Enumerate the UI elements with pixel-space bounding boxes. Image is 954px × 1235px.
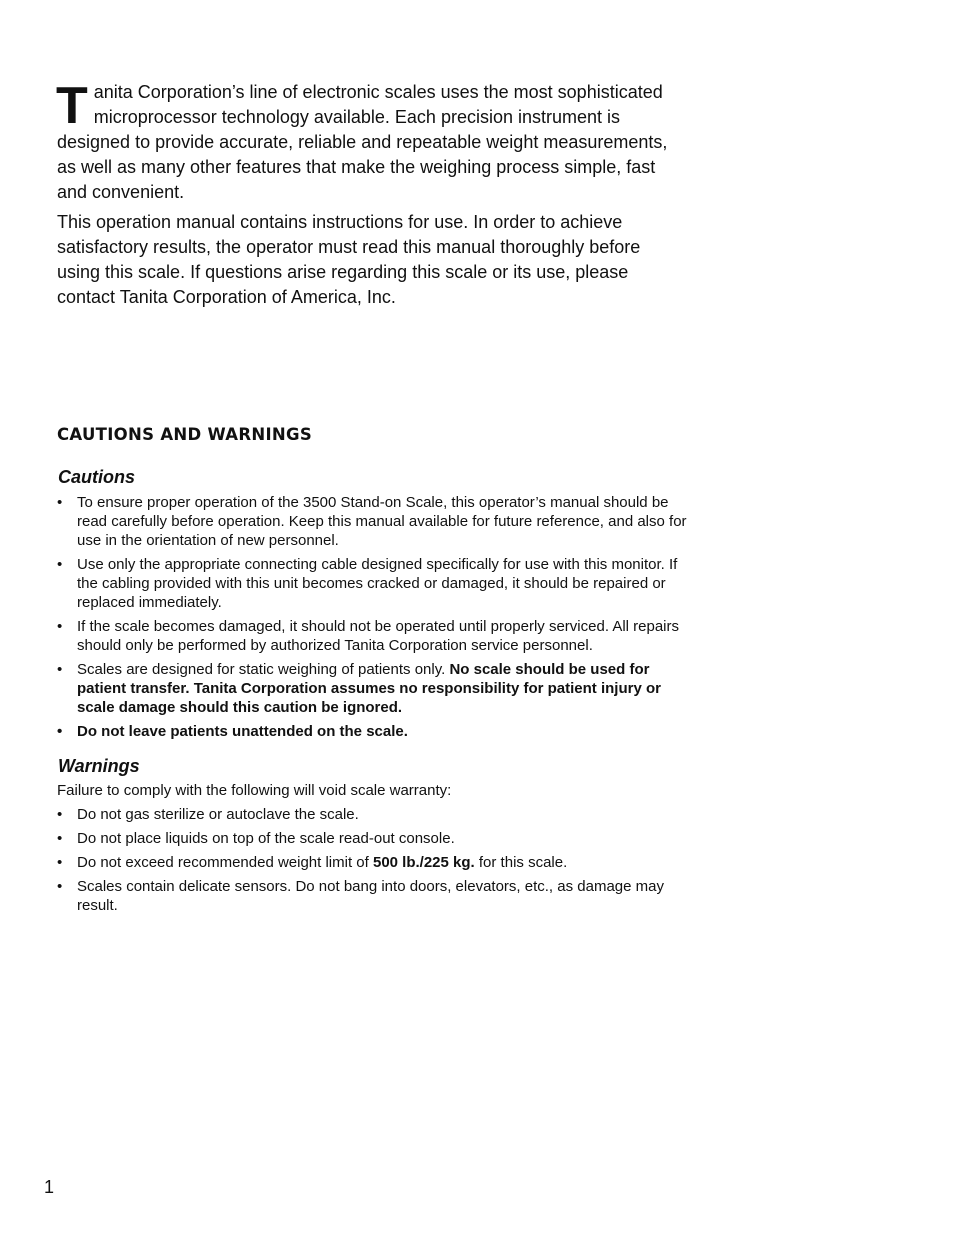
cautions-subheading: Cautions: [58, 467, 136, 487]
warning-item: [57, 829, 687, 848]
bullet-icon: •: [57, 661, 63, 678]
page-number: 1: [44, 1177, 55, 1197]
caution-item-text: To ensure proper operation of the 3500 Stand-on Scale, this operator’s manual should be read carefully before operation. Keep this manual available for future reference, and also for use in the orientation of new personnel.: [77, 494, 687, 549]
bullet-icon: •: [57, 494, 63, 511]
warning-item-text: Do not place liquids on top of the scale read-out console.: [77, 830, 455, 847]
warnings-list: [57, 805, 687, 915]
caution-item-text: If the scale becomes damaged, it should not be operated until properly serviced. All repairs should only be performed by authorized Tanita Corporation service personnel.: [77, 618, 680, 654]
warning-item: [57, 853, 687, 872]
caution-item-bold-text: No scale should be used for patient transfer. Tanita Corporation assumes no responsibility for patient injury or scale damage should this caution be ignored.: [77, 661, 661, 716]
intro-paragraph-1: [56, 77, 687, 205]
cautions-and-warnings-section: [57, 424, 687, 920]
intro-text: [56, 77, 687, 315]
cautions-list: [57, 493, 687, 741]
warning-item-text: Do not gas sterilize or autoclave the scale.: [77, 806, 359, 823]
caution-item: [57, 555, 687, 612]
warning-item-text-after: for this scale.: [474, 854, 568, 871]
caution-item: [57, 617, 687, 655]
bullet-icon: •: [57, 806, 63, 823]
caution-item: [57, 493, 687, 550]
bullet-icon: •: [57, 830, 63, 847]
weight-limit-value: 500 lb./225 kg.: [372, 854, 475, 871]
caution-item: [57, 660, 687, 717]
warning-item-text: Scales contain delicate sensors. Do not bang into doors, elevators, etc., as damage may result.: [77, 878, 664, 914]
intro-paragraph-1-text: anita Corporation’s line of electronic scales uses the most sophisticated microprocessor technology available. Each precision instrument is designed to provide accurate, reliable and repeatable weight measurements, as well as many other features that make the weighing process simple, fast and convenient.: [57, 82, 668, 202]
warnings-lead-in: Failure to comply with the following will void scale warranty:: [57, 782, 452, 799]
bullet-icon: •: [57, 878, 63, 895]
caution-item: [57, 722, 687, 741]
caution-item-bold-text: Do not leave patients unattended on the scale.: [77, 723, 408, 740]
warning-item-text: Do not exceed recommended weight limit of: [77, 854, 373, 871]
bullet-icon: •: [57, 618, 63, 635]
bullet-icon: •: [57, 723, 63, 740]
caution-item-text: Scales are designed for static weighing of patients only.: [77, 661, 450, 678]
bullet-icon: •: [57, 556, 63, 573]
caution-item-text: Use only the appropriate connecting cable designed specifically for use with this monitor. If the cabling provided with this unit becomes cracked or damaged, it should be repaired or replaced immediately.: [77, 556, 678, 611]
drop-cap-letter: T: [56, 77, 88, 135]
warning-item: [57, 877, 687, 915]
warnings-subheading: Warnings: [58, 756, 140, 776]
intro-paragraph-2: This operation manual contains instructions for use. In order to achieve satisfactory results, the operator must read this manual thoroughly before using this scale. If questions arise regarding this scale or its use, please contact Tanita Corporation of America, Inc.: [57, 212, 641, 307]
warning-item: [57, 805, 687, 824]
section-heading: CAUTIONS AND WARNINGS: [57, 425, 313, 444]
bullet-icon: •: [57, 854, 63, 871]
